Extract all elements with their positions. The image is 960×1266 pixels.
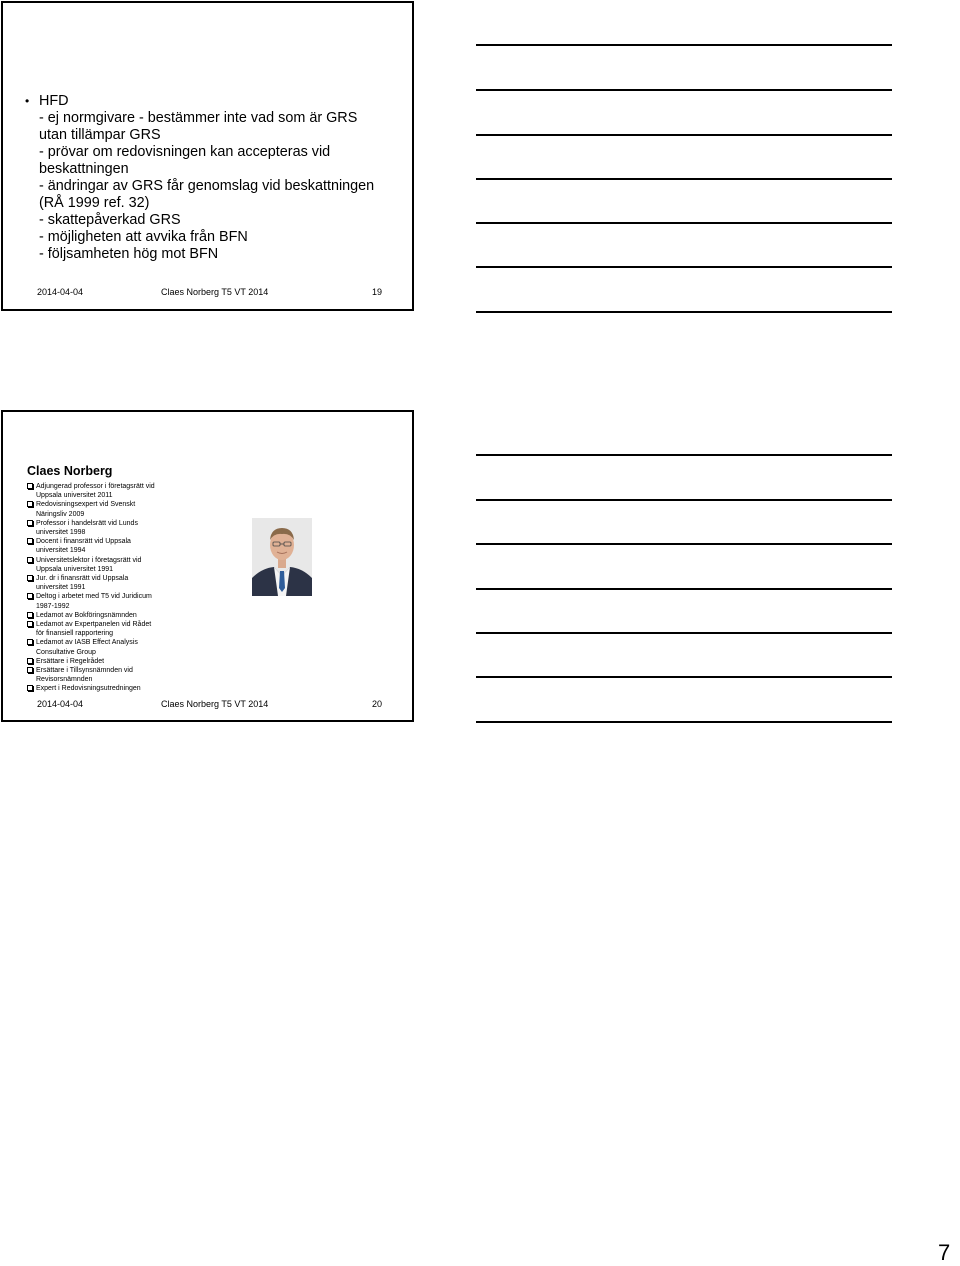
- checkbox-bullet-icon: [27, 667, 33, 673]
- note-line: [476, 676, 892, 678]
- note-line: [476, 134, 892, 136]
- note-line: [476, 44, 892, 46]
- slide-19: [1, 1, 414, 311]
- cv-list-line: Jur. dr i finansrätt vid Uppsala: [36, 575, 129, 583]
- slide-19-line: - följsamheten hög mot BFN: [39, 246, 219, 262]
- note-line: [476, 499, 892, 501]
- checkbox-bullet-icon: [27, 593, 33, 599]
- footer-course: Claes Norberg T5 VT 2014: [161, 287, 269, 297]
- cv-list-line: Ersättare i Tillsynsnämnden vid: [36, 667, 133, 675]
- checkbox-bullet-icon: [27, 557, 33, 563]
- footer-date: 2014-04-04: [37, 699, 84, 709]
- checkbox-bullet-icon: [27, 621, 33, 627]
- note-line: [476, 311, 892, 313]
- cv-list: [27, 482, 242, 694]
- cv-list-item: [27, 620, 242, 638]
- cv-list-item: [27, 519, 242, 537]
- cv-list-line: 1987-1992: [36, 602, 70, 610]
- slide-number: 19: [372, 287, 383, 297]
- cv-list-item: [27, 684, 242, 693]
- cv-list-line: universitet 1991: [36, 584, 86, 592]
- cv-list-line: Professor i handelsrätt vid Lunds: [36, 519, 138, 527]
- cv-list-item: [27, 537, 242, 555]
- cv-list-line: Ersättare i Regelrådet: [36, 657, 105, 665]
- note-line: [476, 721, 892, 723]
- slide-19-line: - ej normgivare - bestämmer inte vad som är GRS: [39, 110, 358, 126]
- slide-20: [1, 410, 414, 722]
- slide-19-line: - möjligheten att avvika från BFN: [39, 229, 248, 245]
- cv-list-line: Ledamot av IASB Effect Analysis: [36, 639, 138, 647]
- slide-number: 20: [372, 699, 383, 709]
- cv-list-line: Uppsala universitet 2011: [36, 492, 113, 500]
- cv-list-line: Docent i finansrätt vid Uppsala: [36, 538, 131, 546]
- slide-19-line: beskattningen: [39, 161, 129, 177]
- slide-19-line: - skattepåverkad GRS: [39, 212, 181, 228]
- cv-list-line: Deltog i arbetet med T5 vid Juridicum: [36, 593, 152, 601]
- bullet-dot: •: [25, 94, 30, 108]
- cv-list-line: Adjungerad professor i företagsrätt vid: [36, 483, 155, 490]
- cv-list-item: [27, 574, 242, 592]
- cv-list-line: Näringsliv 2009: [36, 510, 85, 518]
- cv-list-item: [27, 556, 242, 574]
- cv-list-item: [27, 611, 242, 620]
- cv-list-line: Universitetslektor i företagsrätt vid: [36, 556, 142, 564]
- note-line: [476, 454, 892, 456]
- checkbox-bullet-icon: [27, 658, 33, 664]
- slide-20-title: Claes Norberg: [27, 464, 113, 478]
- cv-list-item: [27, 592, 242, 610]
- cv-list-line: för finansiell rapportering: [36, 630, 114, 638]
- page-number: 7: [938, 1240, 951, 1265]
- slide-19-line: - ändringar av GRS får genomslag vid beskattningen: [39, 178, 375, 194]
- slide-19-line: utan tillämpar GRS: [39, 127, 161, 143]
- checkbox-bullet-icon: [27, 483, 33, 489]
- cv-list-line: Redovisningsexpert vid Svenskt: [36, 501, 136, 509]
- cv-list-item: [27, 482, 242, 500]
- slide-19-line: HFD: [39, 93, 69, 109]
- checkbox-bullet-icon: [27, 538, 33, 544]
- cv-list-line: universitet 1994: [36, 547, 86, 555]
- note-line: [476, 266, 892, 268]
- cv-list-item: [27, 638, 242, 656]
- cv-list-line: Ledamot av Expertpanelen vid Rådet: [36, 621, 152, 629]
- cv-list-line: Expert i Redovisningsutredningen: [36, 685, 141, 693]
- cv-list-line: Ledamot av Bokföringsnämnden: [36, 611, 137, 619]
- note-line: [476, 222, 892, 224]
- cv-list-item: [27, 666, 242, 684]
- checkbox-bullet-icon: [27, 520, 33, 526]
- note-line: [476, 632, 892, 634]
- checkbox-bullet-icon: [27, 685, 33, 691]
- footer-course: Claes Norberg T5 VT 2014: [161, 699, 269, 709]
- note-line: [476, 89, 892, 91]
- cv-list-line: Uppsala universitet 1991: [36, 565, 114, 573]
- cv-list-item: [27, 500, 242, 518]
- slide-19-line: - prövar om redovisningen kan accepteras vid: [39, 144, 331, 160]
- checkbox-bullet-icon: [27, 501, 33, 507]
- note-line: [476, 588, 892, 590]
- footer-date: 2014-04-04: [37, 287, 84, 297]
- checkbox-bullet-icon: [27, 639, 33, 645]
- slide-19-body: [25, 93, 399, 263]
- cv-list-line: Revisorsnämnden: [36, 676, 93, 684]
- checkbox-bullet-icon: [27, 612, 33, 618]
- note-line: [476, 178, 892, 180]
- cv-list-item: [27, 657, 242, 666]
- cv-list-line: universitet 1998: [36, 529, 86, 537]
- slide-19-line: (RÅ 1999 ref. 32): [39, 195, 150, 211]
- checkbox-bullet-icon: [27, 575, 33, 581]
- note-line: [476, 543, 892, 545]
- cv-list-line: Consultative Group: [36, 648, 96, 656]
- portrait-photo: [252, 518, 312, 596]
